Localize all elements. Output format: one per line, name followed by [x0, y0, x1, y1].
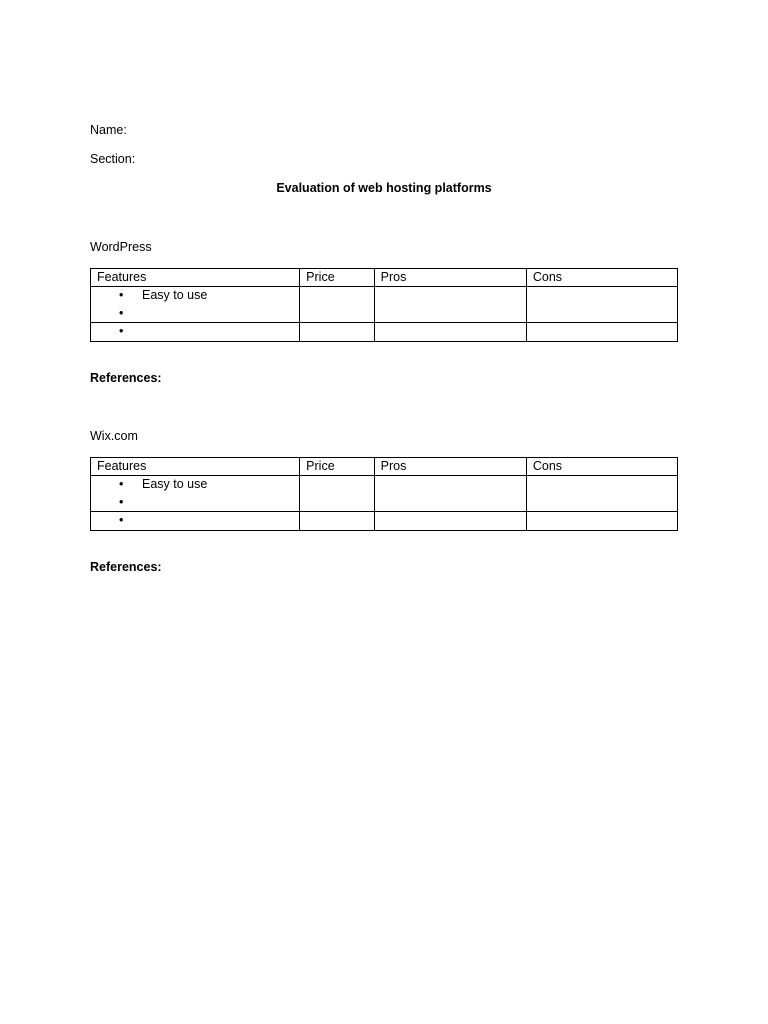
platform-heading-wordpress: WordPress — [90, 240, 152, 254]
price-cell — [300, 476, 374, 512]
features-cell — [91, 476, 300, 512]
pros-cell — [374, 323, 526, 342]
features-cell — [91, 287, 300, 323]
column-header-pros: Pros — [374, 458, 526, 476]
column-header-price: Price — [300, 269, 374, 287]
column-header-cons: Cons — [526, 269, 677, 287]
column-header-features: Features — [91, 458, 300, 476]
price-cell — [300, 512, 374, 531]
table-row — [91, 287, 678, 323]
features-cell — [91, 323, 300, 342]
feature-bullet — [97, 323, 293, 341]
table-row — [91, 512, 678, 531]
platform-heading-wix: Wix.com — [90, 429, 138, 443]
feature-bullet: • Easy to use — [97, 476, 293, 494]
table-row — [91, 476, 678, 512]
wordpress-table — [90, 268, 678, 342]
feature-bullet — [97, 512, 293, 530]
cons-cell — [526, 287, 677, 323]
pros-cell — [374, 476, 526, 512]
cons-cell — [526, 512, 677, 531]
references-label: References: — [90, 371, 162, 385]
table-header-row — [91, 269, 678, 287]
cons-cell — [526, 476, 677, 512]
wix-table — [90, 457, 678, 531]
column-header-price: Price — [300, 458, 374, 476]
references-label: References: — [90, 560, 162, 574]
column-header-pros: Pros — [374, 269, 526, 287]
feature-bullet — [97, 305, 293, 323]
feature-bullet — [97, 494, 293, 512]
column-header-cons: Cons — [526, 458, 677, 476]
cons-cell — [526, 323, 677, 342]
pros-cell — [374, 512, 526, 531]
price-cell — [300, 287, 374, 323]
table-header-row — [91, 458, 678, 476]
table-row — [91, 323, 678, 342]
column-header-features: Features — [91, 269, 300, 287]
name-label: Name: — [90, 123, 127, 137]
document-title: Evaluation of web hosting platforms — [276, 181, 492, 195]
section-label: Section: — [90, 152, 136, 166]
feature-bullet: • Easy to use — [97, 287, 293, 305]
price-cell — [300, 323, 374, 342]
features-cell — [91, 512, 300, 531]
pros-cell — [374, 287, 526, 323]
